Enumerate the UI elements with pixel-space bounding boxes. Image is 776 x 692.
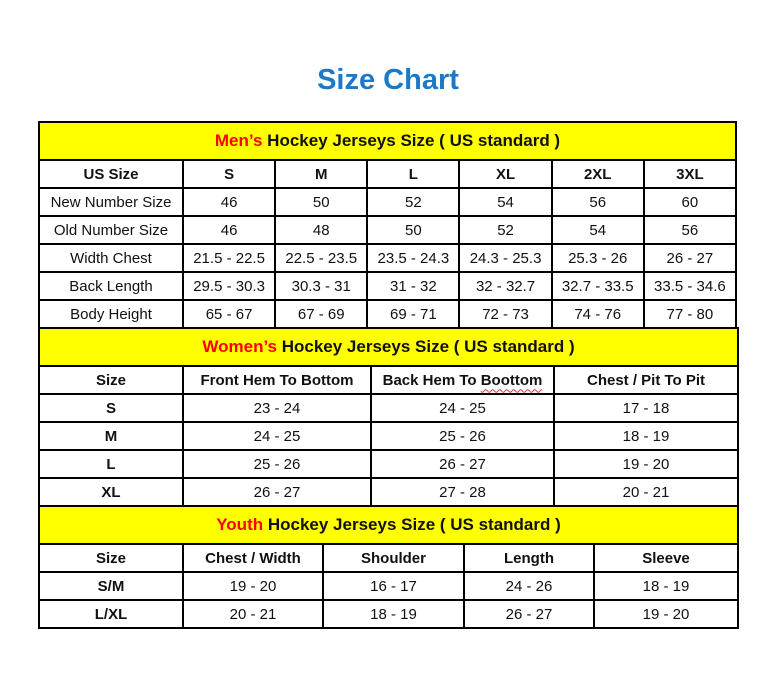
table-row <box>39 394 738 422</box>
size-cell: 69 - 71 <box>367 300 459 328</box>
size-cell: 32 - 32.7 <box>459 272 551 300</box>
section-heading-rest: Hockey Jerseys Size ( US standard ) <box>267 515 561 534</box>
table-row <box>39 450 738 478</box>
section-heading-mens <box>39 122 736 160</box>
size-cell: 32.7 - 33.5 <box>552 272 644 300</box>
size-cell: 20 - 21 <box>183 600 323 628</box>
size-cell: 77 - 80 <box>644 300 736 328</box>
section-heading-highlight: Men’s <box>214 131 263 150</box>
size-cell: 33.5 - 34.6 <box>644 272 736 300</box>
section-heading-womens <box>39 328 738 366</box>
size-cell: 18 - 19 <box>594 572 738 600</box>
size-cell: 16 - 17 <box>323 572 464 600</box>
row-label: S <box>39 394 183 422</box>
womens-header-row <box>39 366 738 394</box>
size-cell: 25 - 26 <box>371 422 554 450</box>
row-label: New Number Size <box>39 188 183 216</box>
page-title: Size Chart <box>317 64 459 96</box>
table-row <box>39 572 738 600</box>
table-row <box>39 216 736 244</box>
column-header: Front Hem To Bottom <box>183 366 371 394</box>
mens-size-table <box>38 121 737 329</box>
column-header: Size <box>39 544 183 572</box>
size-cell: 25.3 - 26 <box>552 244 644 272</box>
section-heading-rest: Hockey Jerseys Size ( US standard ) <box>267 131 561 150</box>
size-cell: 23 - 24 <box>183 394 371 422</box>
table-row <box>39 188 736 216</box>
section-heading-rest: Hockey Jerseys Size ( US standard ) <box>281 337 575 356</box>
row-label: Old Number Size <box>39 216 183 244</box>
size-cell: 74 - 76 <box>552 300 644 328</box>
column-header-misspelled <box>371 366 554 394</box>
size-cell: 54 <box>459 188 551 216</box>
size-cell: 65 - 67 <box>183 300 275 328</box>
size-chart <box>38 121 737 629</box>
table-row <box>39 600 738 628</box>
size-cell: 19 - 20 <box>554 450 738 478</box>
row-label: XL <box>39 478 183 506</box>
womens-size-table <box>38 327 739 507</box>
size-cell: 54 <box>552 216 644 244</box>
table-row <box>39 272 736 300</box>
row-label: L/XL <box>39 600 183 628</box>
table-row <box>39 244 736 272</box>
row-label: Body Height <box>39 300 183 328</box>
size-cell: 31 - 32 <box>367 272 459 300</box>
mens-header-row <box>39 160 736 188</box>
size-cell: 60 <box>644 188 736 216</box>
youth-size-table <box>38 505 739 629</box>
table-row <box>39 422 738 450</box>
size-cell: 19 - 20 <box>594 600 738 628</box>
column-header: XL <box>459 160 551 188</box>
womens-section-heading-row <box>39 328 738 366</box>
column-header: 3XL <box>644 160 736 188</box>
size-cell: 24 - 25 <box>371 394 554 422</box>
row-label: M <box>39 422 183 450</box>
size-cell: 46 <box>183 216 275 244</box>
column-header: Length <box>464 544 594 572</box>
column-header: Size <box>39 366 183 394</box>
column-header: 2XL <box>552 160 644 188</box>
size-cell: 26 - 27 <box>371 450 554 478</box>
size-cell: 56 <box>552 188 644 216</box>
size-cell: 27 - 28 <box>371 478 554 506</box>
section-heading-highlight: Youth <box>216 515 264 534</box>
row-label: S/M <box>39 572 183 600</box>
size-cell: 56 <box>644 216 736 244</box>
size-cell: 29.5 - 30.3 <box>183 272 275 300</box>
column-header-text: Back Hem To <box>382 371 481 389</box>
size-cell: 17 - 18 <box>554 394 738 422</box>
row-label: Back Length <box>39 272 183 300</box>
column-header: US Size <box>39 160 183 188</box>
size-cell: 26 - 27 <box>183 478 371 506</box>
size-cell: 50 <box>275 188 367 216</box>
size-cell: 19 - 20 <box>183 572 323 600</box>
size-cell: 50 <box>367 216 459 244</box>
size-cell: 18 - 19 <box>554 422 738 450</box>
size-cell: 25 - 26 <box>183 450 371 478</box>
size-cell: 30.3 - 31 <box>275 272 367 300</box>
size-cell: 46 <box>183 188 275 216</box>
size-cell: 23.5 - 24.3 <box>367 244 459 272</box>
size-cell: 48 <box>275 216 367 244</box>
size-cell: 26 - 27 <box>464 600 594 628</box>
size-cell: 26 - 27 <box>644 244 736 272</box>
size-cell: 67 - 69 <box>275 300 367 328</box>
size-cell: 72 - 73 <box>459 300 551 328</box>
column-header: L <box>367 160 459 188</box>
size-cell: 22.5 - 23.5 <box>275 244 367 272</box>
section-heading-youth <box>39 506 738 544</box>
size-cell: 24 - 26 <box>464 572 594 600</box>
column-header: Chest / Width <box>183 544 323 572</box>
mens-section-heading-row <box>39 122 736 160</box>
size-cell: 20 - 21 <box>554 478 738 506</box>
size-cell: 21.5 - 22.5 <box>183 244 275 272</box>
column-header: Shoulder <box>323 544 464 572</box>
youth-section-heading-row <box>39 506 738 544</box>
size-cell: 52 <box>459 216 551 244</box>
size-cell: 52 <box>367 188 459 216</box>
size-cell: 24.3 - 25.3 <box>459 244 551 272</box>
section-heading-highlight: Women’s <box>202 337 277 356</box>
column-header: M <box>275 160 367 188</box>
size-cell: 18 - 19 <box>323 600 464 628</box>
table-row <box>39 300 736 328</box>
row-label: L <box>39 450 183 478</box>
table-row <box>39 478 738 506</box>
row-label: Width Chest <box>39 244 183 272</box>
column-header: S <box>183 160 275 188</box>
misspelled-word: Boottom <box>480 371 543 389</box>
column-header: Chest / Pit To Pit <box>554 366 738 394</box>
size-cell: 24 - 25 <box>183 422 371 450</box>
youth-header-row <box>39 544 738 572</box>
column-header: Sleeve <box>594 544 738 572</box>
